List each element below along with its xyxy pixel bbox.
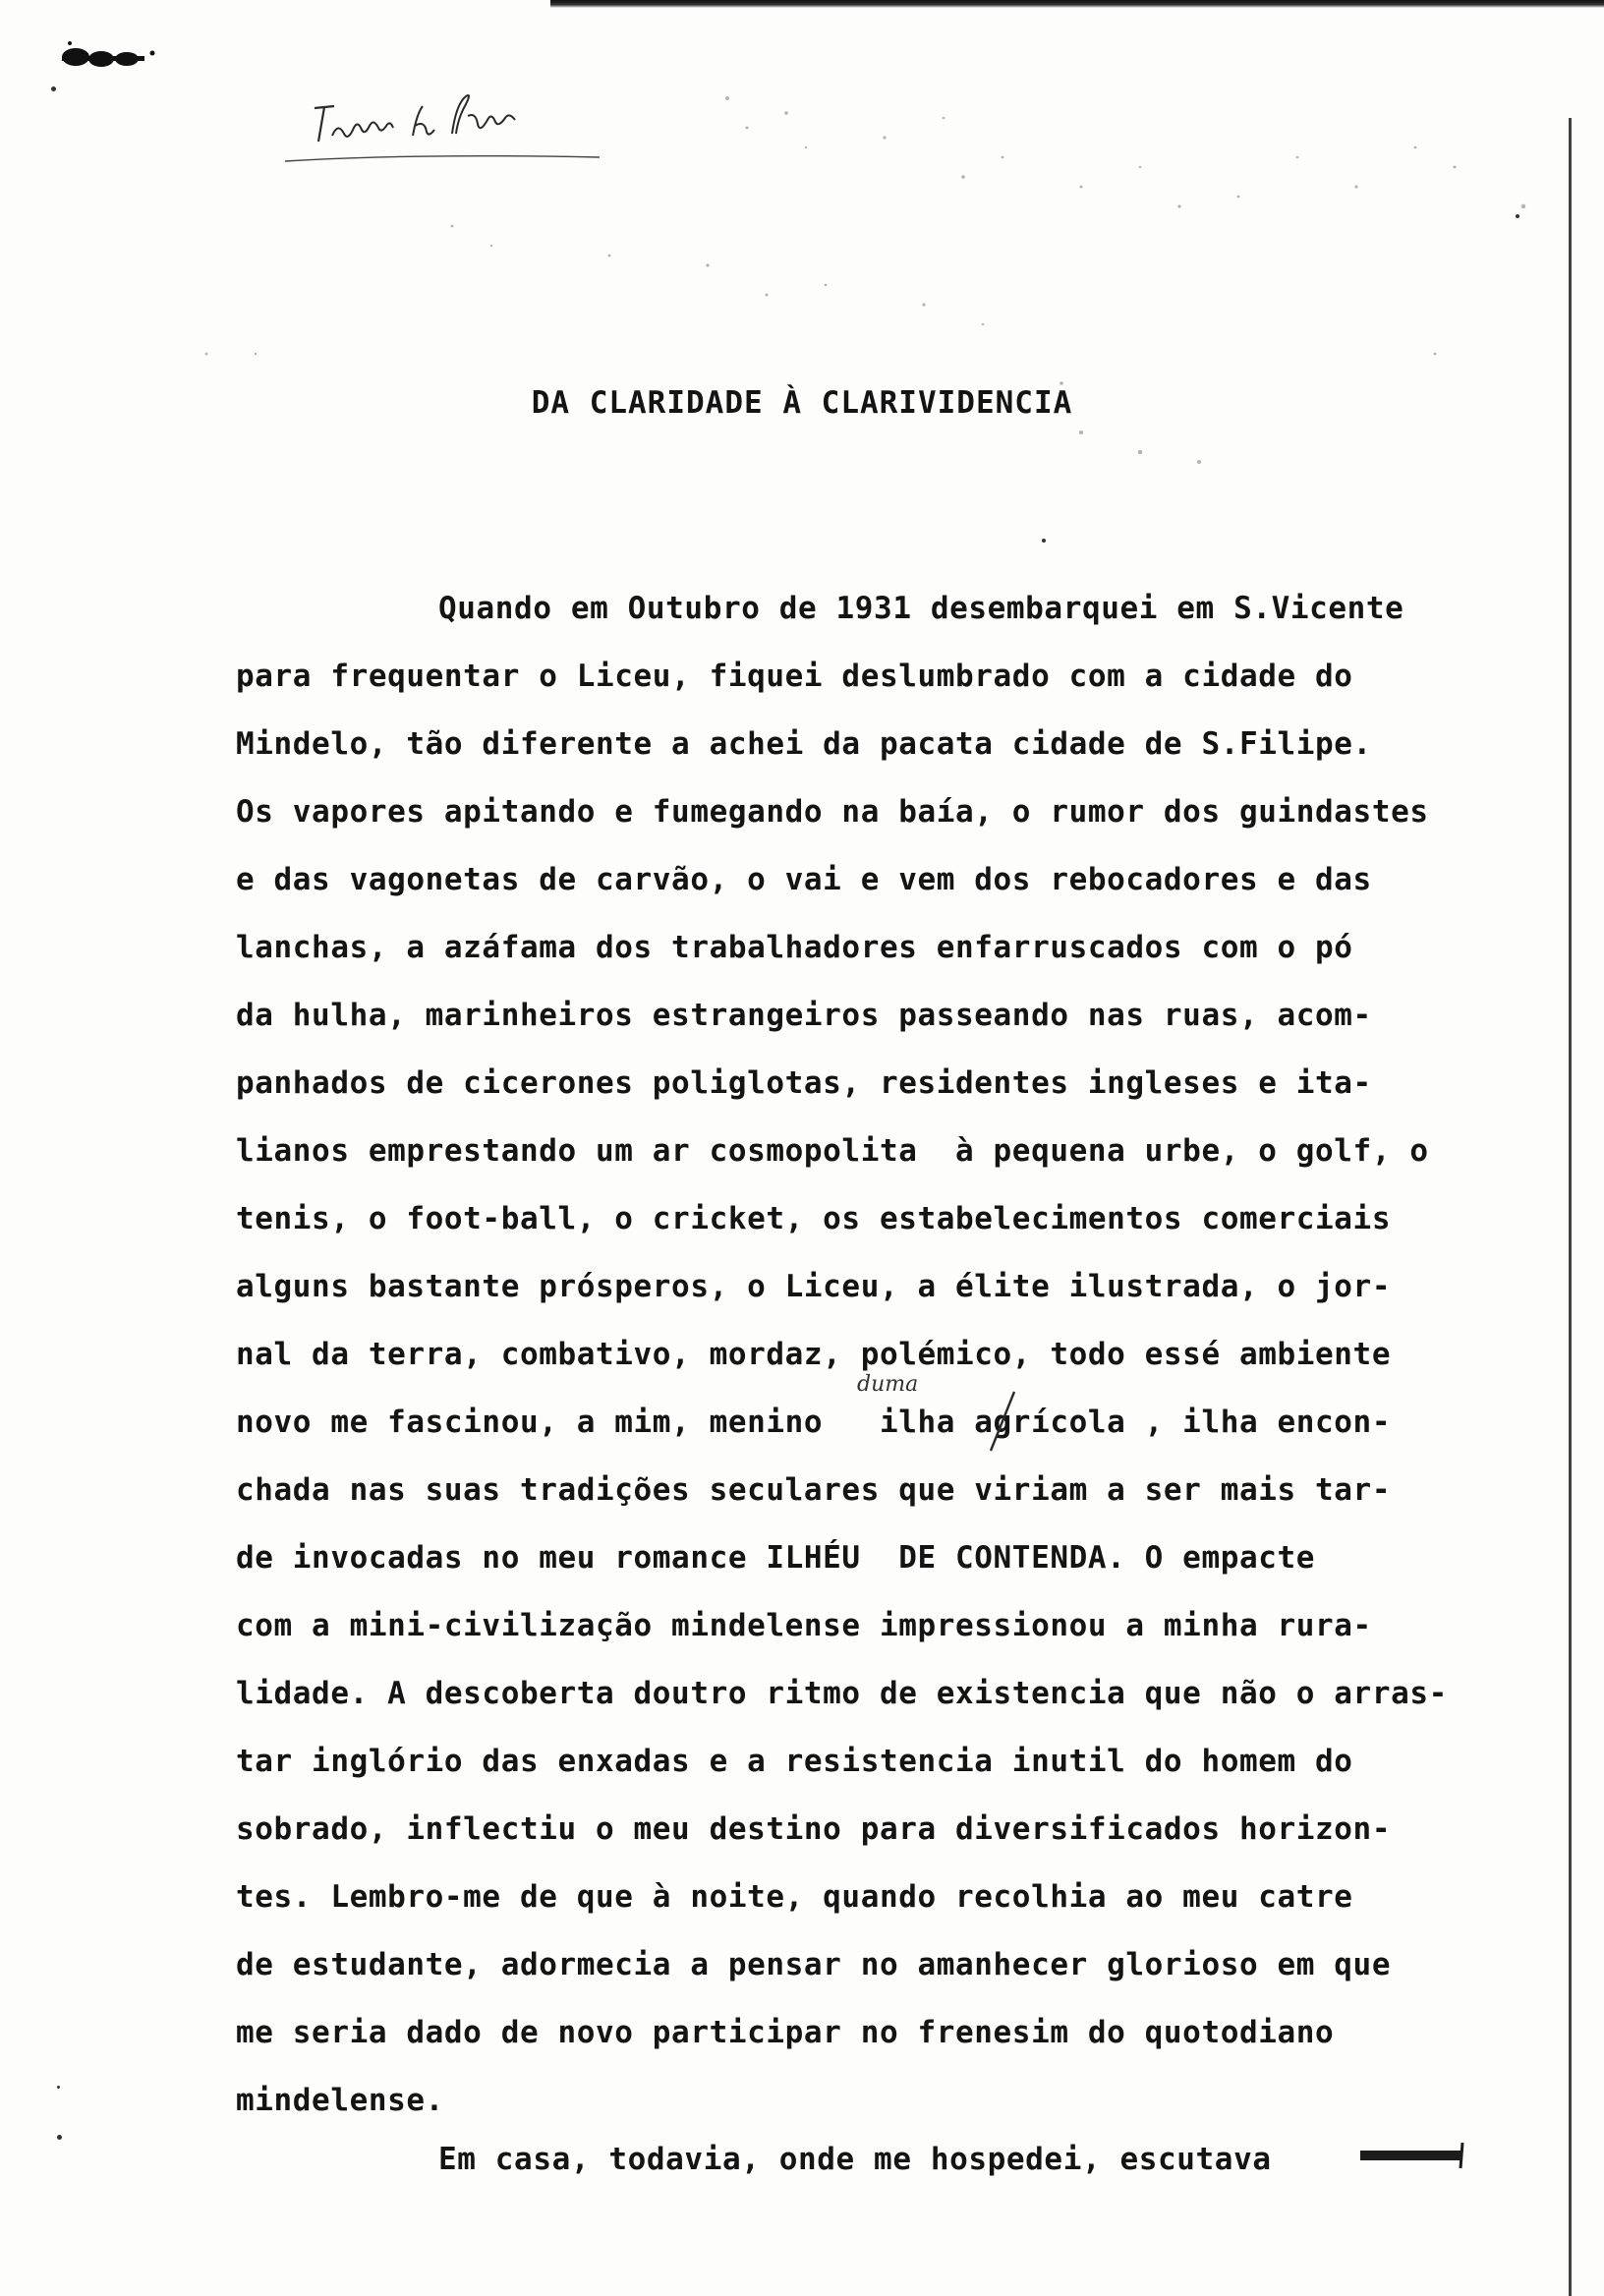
margin-mark	[1516, 214, 1519, 218]
scan-right-edge	[1569, 118, 1572, 2296]
text-line: de invocadas no meu romance ILHÉU DE CONTENDA. O empacte	[236, 1540, 1316, 1576]
text-line: para frequentar o Liceu, fiquei deslumbrado com a cidade do	[236, 659, 1353, 694]
margin-mark	[1042, 539, 1046, 543]
crossed-out-word	[1356, 2141, 1474, 2170]
paragraph-1	[236, 575, 1563, 2135]
text-line: Mindelo, tão diferente a achei da pacata cidade de S.Filipe.	[236, 726, 1372, 762]
margin-mark	[57, 2086, 60, 2089]
text-line: me seria dado de novo participar no frenesim do quotodiano	[236, 2015, 1335, 2050]
text-line: panhados de cicerones poliglotas, residentes ingleses e ita-	[236, 1065, 1372, 1101]
ink-blot	[54, 39, 162, 73]
text-line: nal da terra, combativo, mordaz, polémico, todo essé ambiente	[236, 1337, 1392, 1372]
text-line: Em casa, todavia, onde me hospedei, escutava	[438, 2142, 1272, 2177]
text-line: chada nas suas tradições seculares que viriam a ser mais tar-	[236, 1472, 1392, 1508]
margin-mark	[57, 2135, 62, 2140]
text-line: lanchas, a azáfama dos trabalhadores enfarruscados com o pó	[236, 930, 1353, 965]
document-title: DA CLARIDADE À CLARIVIDENCIA	[531, 385, 1073, 421]
text-line: tenis, o foot-ball, o cricket, os estabelecimentos comerciais	[236, 1201, 1392, 1236]
text-line: novo me fascinou, a mim, menino ilha agrícola , ilha encon-	[236, 1405, 1392, 1440]
text-line: sobrado, inflectiu o meu destino para diversificados horizon-	[236, 1811, 1392, 1847]
margin-mark	[51, 86, 56, 91]
text-line: lidade. A descoberta doutro ritmo de existencia que não o arras-	[236, 1676, 1448, 1711]
handwritten-insertion: duma	[857, 1372, 919, 1397]
text-line: tes. Lembro-me de que à noite, quando recolhia ao meu catre	[236, 1879, 1353, 1915]
text-line: alguns bastante prósperos, o Liceu, a élite ilustrada, o jor-	[236, 1269, 1392, 1304]
scan-top-edge	[550, 0, 1604, 8]
insertion-slash-mark	[983, 1388, 1022, 1457]
text-line: Os vapores apitando e fumegando na baía, o rumor dos guindastes	[236, 794, 1429, 830]
text-line: tar inglório das enxadas e a resistencia inutil do homem do	[236, 1744, 1353, 1779]
text-line: mindelense.	[236, 2083, 444, 2118]
text-line: Quando em Outubro de 1931 desembarquei em S.Vicente	[438, 591, 1404, 626]
text-line: lianos emprestando um ar cosmopolita à pequena urbe, o golf, o	[236, 1133, 1429, 1169]
text-line: com a mini-civilização mindelense impressionou a minha rura-	[236, 1608, 1372, 1643]
text-line: de estudante, adormecia a pensar no amanhecer glorioso em que	[236, 1947, 1392, 1982]
text-line: da hulha, marinheiros estrangeiros passeando nas ruas, acom-	[236, 998, 1372, 1033]
text-line: e das vagonetas de carvão, o vai e vem dos rebocadores e das	[236, 862, 1372, 897]
